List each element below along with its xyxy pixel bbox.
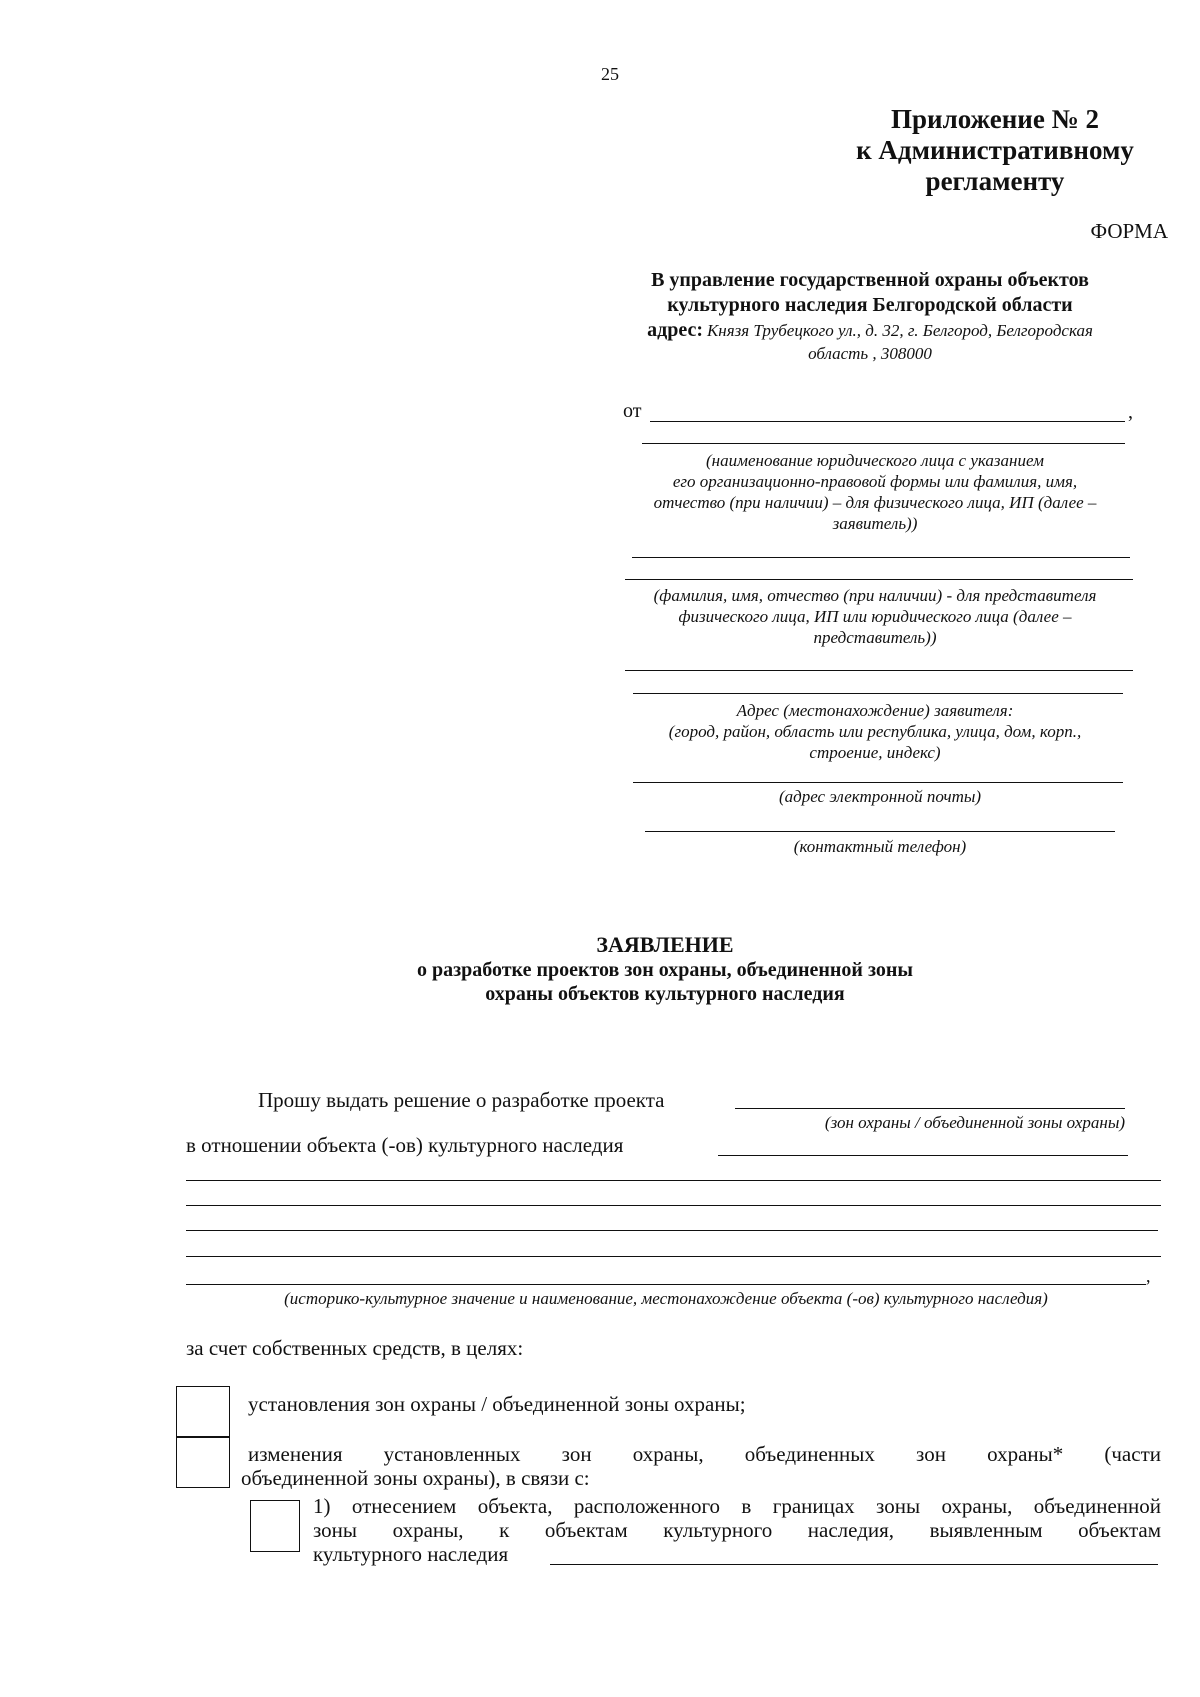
email-input-line[interactable] <box>633 782 1123 783</box>
caption-legal-line: его организационно-правовой формы или фамилия, имя, <box>672 472 1078 491</box>
option-establish-checkbox[interactable] <box>176 1386 230 1438</box>
address-label: адрес: <box>647 319 703 341</box>
from-input-line[interactable] <box>650 421 1125 422</box>
appendix-line-1: Приложение № 2 <box>891 104 1099 134</box>
recipient-line-1: В управление государственной охраны объектов <box>651 269 1089 291</box>
caption-representative-line: представитель)) <box>813 628 937 647</box>
object-input-line-2[interactable] <box>186 1180 1161 1181</box>
option-establish-label: установления зон охраны / объединенной зоны охраны; <box>248 1392 746 1416</box>
recipient-line-2: культурного наследия Белгородской области <box>667 294 1073 316</box>
object-caption: (историко-культурное значение и наименование, местонахождение объекта (-ов) культурного наследия) <box>284 1289 1048 1308</box>
from-comma: , <box>1128 401 1133 423</box>
representative-input-line-2[interactable] <box>633 693 1123 694</box>
caption-legal-line: отчество (при наличии) – для физического лица, ИП (далее – <box>653 493 1097 512</box>
caption-address-line: Адрес (местонахождение) заявителя: <box>736 701 1014 720</box>
address-value-2: область , 308000 <box>808 344 932 363</box>
representative-input-line[interactable] <box>625 670 1133 671</box>
suboption-1-label-1: 1) отнесением объекта, расположенного в границах зоны охраны, объединенной <box>313 1494 1161 1518</box>
statement-subtitle-2: охраны объектов культурного наследия <box>485 983 845 1005</box>
from-label: от <box>623 400 642 422</box>
suboption-1-label-3: культурного наследия <box>313 1542 509 1566</box>
caption-legal-line: (наименование юридического лица с указанием <box>706 451 1044 470</box>
caption-email: (адрес электронной почты) <box>778 787 982 806</box>
caption-phone: (контактный телефон) <box>793 837 967 856</box>
from-input-line-2[interactable] <box>642 443 1125 444</box>
caption-address <box>605 700 1145 763</box>
applicant-input-line-2[interactable] <box>625 579 1133 580</box>
address-value: Князя Трубецкого ул., д. 32, г. Белгород, Белгородская <box>706 321 1093 340</box>
request-line-1: Прошу выдать решение о разработке проекта <box>258 1088 665 1112</box>
recipient-block <box>590 268 1150 364</box>
object-input-line-5[interactable] <box>186 1256 1161 1257</box>
object-input-line[interactable] <box>718 1155 1128 1156</box>
recipient-address <box>590 318 1150 344</box>
caption-legal <box>605 450 1145 534</box>
zone-caption: (зон охраны / объединенной зоны охраны) <box>824 1113 1125 1132</box>
appendix-line-3: регламенту <box>925 166 1065 196</box>
option-change-label-2: объединенной зоны охраны), в связи с: <box>241 1466 590 1490</box>
appendix-line-2: к Административному <box>856 135 1134 165</box>
object-input-line-3[interactable] <box>186 1205 1161 1206</box>
option-change-label-1: изменения установленных зон охраны, объединенных зон охраны* (части <box>248 1442 1161 1466</box>
funding-text: за счет собственных средств, в целях: <box>186 1336 524 1360</box>
phone-input-line[interactable] <box>645 831 1115 832</box>
suboption-1-checkbox[interactable] <box>250 1500 300 1552</box>
suboption-1-input-line[interactable] <box>550 1564 1158 1565</box>
suboption-1-label-2: зоны охраны, к объектам культурного наследия, выявленным объектам <box>313 1518 1161 1542</box>
form-label: ФОРМА <box>1090 219 1168 243</box>
object-input-line-6[interactable] <box>186 1284 1146 1285</box>
appendix-header <box>820 104 1170 197</box>
object-input-line-4[interactable] <box>186 1230 1158 1231</box>
object-trailing-comma: , <box>1146 1266 1151 1286</box>
caption-representative <box>595 585 1155 648</box>
page-number: 25 <box>601 64 619 84</box>
applicant-input-line[interactable] <box>632 557 1130 558</box>
caption-representative-line: (фамилия, имя, отчество (при наличии) - для представителя <box>653 586 1097 605</box>
statement-title: ЗАЯВЛЕНИЕ <box>596 932 734 957</box>
caption-legal-line: заявитель)) <box>832 514 918 533</box>
statement-title-block <box>250 932 1080 1006</box>
caption-address-line: (город, район, область или республика, улица, дом, корп., <box>668 722 1082 741</box>
caption-address-line: строение, индекс) <box>809 743 941 762</box>
statement-subtitle-1: о разработке проектов зон охраны, объединенной зоны <box>416 959 914 981</box>
request-line-2: в отношении объекта (-ов) культурного наследия <box>186 1133 624 1157</box>
caption-representative-line: физического лица, ИП или юридического лица (далее – <box>678 607 1072 626</box>
zone-input-line[interactable] <box>735 1108 1125 1109</box>
option-change-checkbox[interactable] <box>176 1436 230 1488</box>
